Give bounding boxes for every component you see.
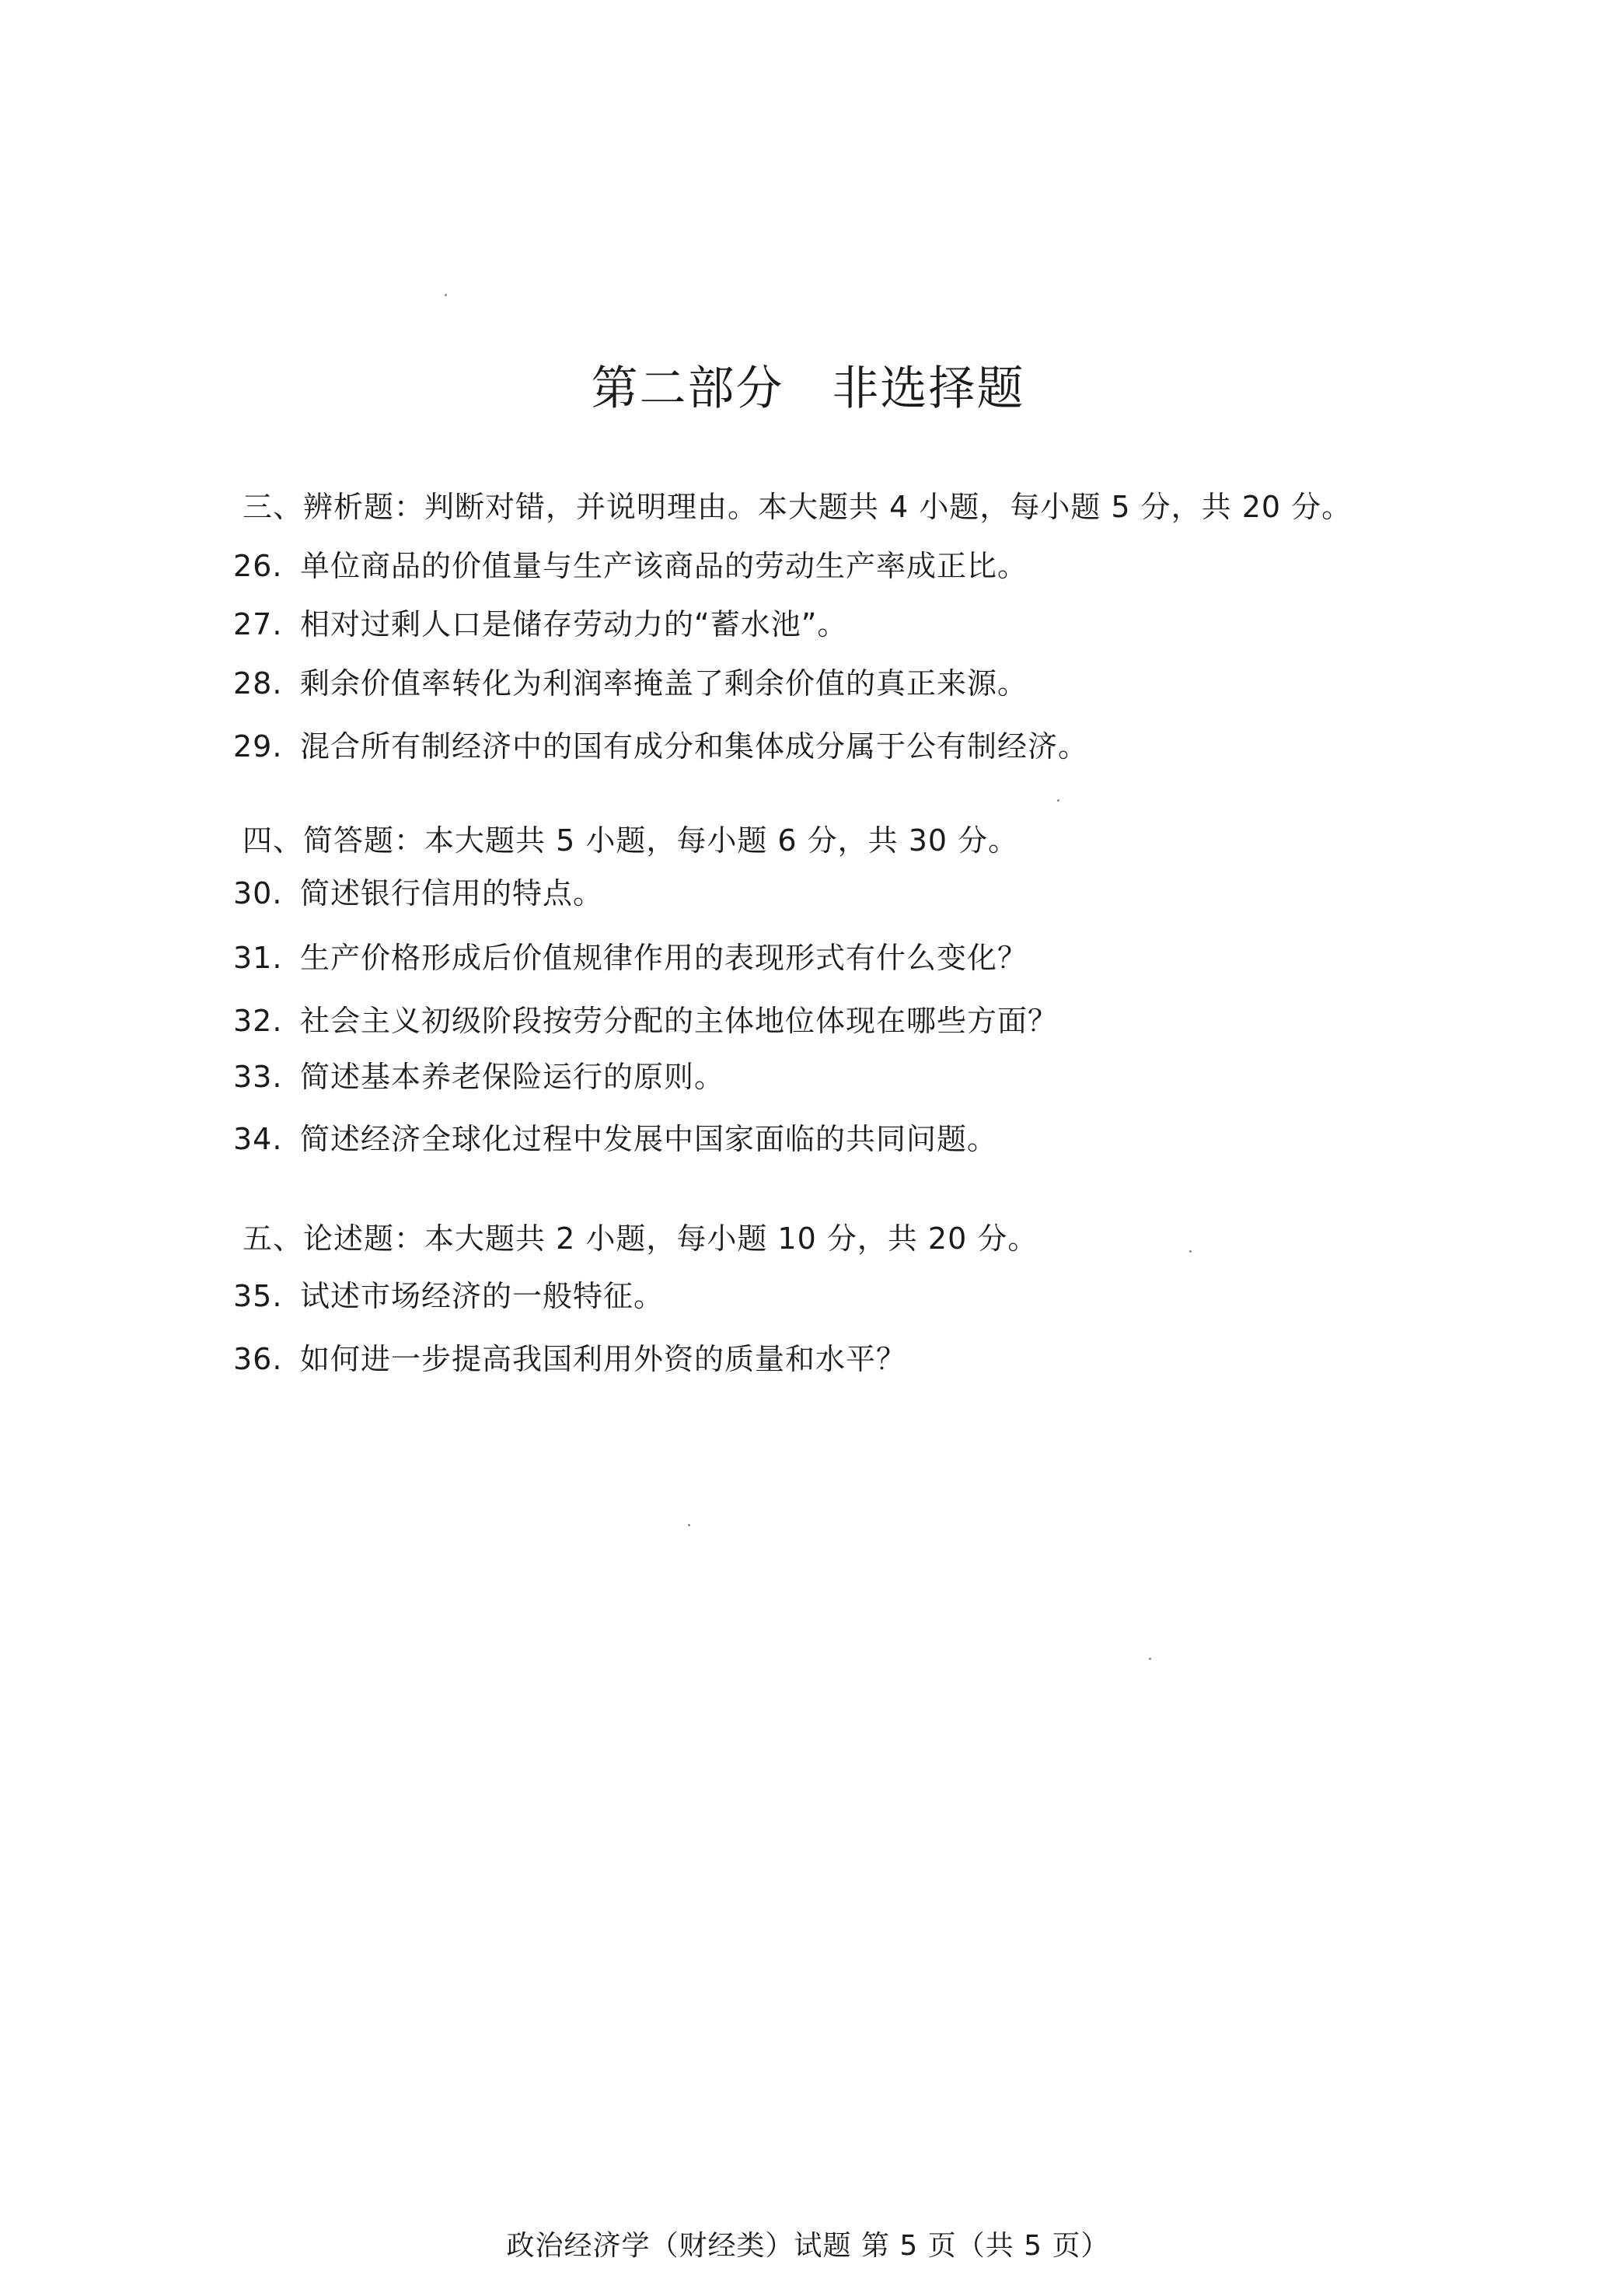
scan-speck [445, 294, 447, 296]
question-text: 相对过剩人口是储存劳动力的“蓄水池”。 [300, 607, 848, 641]
question-number: 36. [233, 1342, 283, 1376]
question-text: 混合所有制经济中的国有成分和集体成分属于公有制经济。 [300, 729, 1089, 764]
question-text: 剩余价值率转化为利润率掩盖了剩余价值的真正来源。 [300, 666, 1028, 701]
scan-speck [1149, 1658, 1151, 1660]
question-number: 32. [233, 1004, 283, 1038]
question-text: 社会主义初级阶段按劳分配的主体地位体现在哪些方面？ [300, 1004, 1059, 1038]
scan-speck [1189, 1250, 1192, 1253]
question-item [233, 727, 1088, 766]
question-number: 31. [233, 941, 283, 975]
scan-speck [1057, 799, 1059, 802]
section-heading-analysis: 三、辨析题：判断对错，并说明理由。本大题共 4 小题，每小题 5 分，共 20 分。 [243, 490, 1352, 524]
question-item [233, 605, 847, 644]
question-item [233, 874, 603, 913]
question-item [233, 1120, 997, 1158]
question-item [233, 938, 1028, 977]
section-heading-short-answer: 四、简答题：本大题共 5 小题，每小题 6 分，共 30 分。 [243, 823, 1019, 858]
question-item [233, 1340, 906, 1379]
question-item [233, 1001, 1058, 1040]
question-text: 简述经济全球化过程中发展中国家面临的共同问题。 [300, 1122, 998, 1156]
question-item [233, 547, 1028, 585]
scan-speck [688, 1524, 690, 1526]
question-number: 30. [233, 876, 283, 910]
question-number: 33. [233, 1060, 283, 1094]
question-number: 27. [233, 607, 283, 641]
question-number: 35. [233, 1279, 283, 1313]
question-text: 简述基本养老保险运行的原则。 [300, 1060, 725, 1094]
question-text: 如何进一步提高我国利用外资的质量和水平？ [300, 1342, 907, 1376]
question-number: 26. [233, 549, 283, 583]
question-number: 29. [233, 729, 283, 764]
part-title [0, 359, 1616, 418]
part-name: 非选择题 [832, 362, 1025, 416]
question-number: 28. [233, 666, 283, 701]
question-item [233, 1277, 664, 1316]
page-footer: 政治经济学（财经类）试题 第 5 页（共 5 页） [506, 2230, 1110, 2262]
section-heading-essay: 五、论述题：本大题共 2 小题，每小题 10 分，共 20 分。 [243, 1221, 1038, 1256]
question-item [233, 1057, 724, 1096]
part-label: 第二部分 [591, 362, 784, 416]
question-item [233, 664, 1028, 703]
question-text: 试述市场经济的一般特征。 [300, 1279, 665, 1313]
question-text: 简述银行信用的特点。 [300, 876, 604, 910]
question-text: 单位商品的价值量与生产该商品的劳动生产率成正比。 [300, 549, 1028, 583]
question-text: 生产价格形成后价值规律作用的表现形式有什么变化？ [300, 941, 1028, 975]
question-number: 34. [233, 1122, 283, 1156]
